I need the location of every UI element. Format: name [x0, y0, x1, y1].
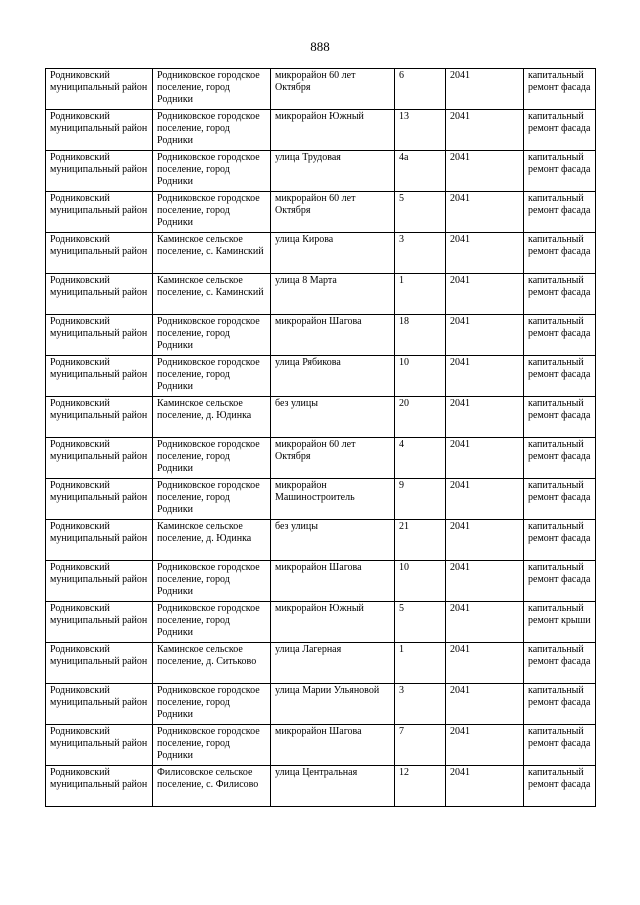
district-cell: Родниковский муниципальный район	[46, 479, 153, 520]
settlement-cell: Родниковское городское поселение, город Родники	[153, 315, 271, 356]
settlement-cell: Родниковское городское поселение, город Родники	[153, 561, 271, 602]
work-type-cell: капитальный ремонт фасада	[524, 561, 596, 602]
year-cell: 2041	[446, 766, 524, 807]
work-type-cell: капитальный ремонт крыши	[524, 602, 596, 643]
year-cell: 2041	[446, 684, 524, 725]
work-type-cell: капитальный ремонт фасада	[524, 274, 596, 315]
settlement-cell: Каминское сельское поселение, д. Ситьково	[153, 643, 271, 684]
table-row	[46, 233, 596, 274]
year-cell: 2041	[446, 356, 524, 397]
year-cell: 2041	[446, 520, 524, 561]
work-type-cell: капитальный ремонт фасада	[524, 315, 596, 356]
district-cell: Родниковский муниципальный район	[46, 356, 153, 397]
district-cell: Родниковский муниципальный район	[46, 69, 153, 110]
settlement-cell: Родниковское городское поселение, город Родники	[153, 151, 271, 192]
house-number-cell: 3	[395, 233, 446, 274]
year-cell: 2041	[446, 315, 524, 356]
table-row	[46, 766, 596, 807]
settlement-cell: Родниковское городское поселение, город Родники	[153, 192, 271, 233]
house-number-cell: 7	[395, 725, 446, 766]
year-cell: 2041	[446, 561, 524, 602]
settlement-cell: Родниковское городское поселение, город Родники	[153, 356, 271, 397]
year-cell: 2041	[446, 233, 524, 274]
work-type-cell: капитальный ремонт фасада	[524, 684, 596, 725]
house-number-cell: 5	[395, 192, 446, 233]
street-cell: улица Марии Ульяновой	[271, 684, 395, 725]
work-type-cell: капитальный ремонт фасада	[524, 479, 596, 520]
house-number-cell: 3	[395, 684, 446, 725]
street-cell: без улицы	[271, 520, 395, 561]
street-cell: микрорайон Южный	[271, 602, 395, 643]
year-cell: 2041	[446, 438, 524, 479]
street-cell: без улицы	[271, 397, 395, 438]
work-type-cell: капитальный ремонт фасада	[524, 643, 596, 684]
street-cell: микрорайон 60 лет Октября	[271, 192, 395, 233]
table-row	[46, 274, 596, 315]
table-row	[46, 356, 596, 397]
district-cell: Родниковский муниципальный район	[46, 520, 153, 561]
settlement-cell: Каминское сельское поселение, с. Каминский	[153, 233, 271, 274]
year-cell: 2041	[446, 397, 524, 438]
house-number-cell: 21	[395, 520, 446, 561]
district-cell: Родниковский муниципальный район	[46, 151, 153, 192]
street-cell: улица 8 Марта	[271, 274, 395, 315]
house-number-cell: 1	[395, 643, 446, 684]
settlement-cell: Каминское сельское поселение, д. Юдинка	[153, 520, 271, 561]
table-row	[46, 438, 596, 479]
street-cell: улица Лагерная	[271, 643, 395, 684]
house-number-cell: 6	[395, 69, 446, 110]
house-number-cell: 4	[395, 438, 446, 479]
street-cell: микрорайон Машиностроитель	[271, 479, 395, 520]
work-type-cell: капитальный ремонт фасада	[524, 356, 596, 397]
year-cell: 2041	[446, 151, 524, 192]
street-cell: микрорайон Шагова	[271, 725, 395, 766]
street-cell: микрорайон Шагова	[271, 561, 395, 602]
year-cell: 2041	[446, 602, 524, 643]
house-number-cell: 20	[395, 397, 446, 438]
work-type-cell: капитальный ремонт фасада	[524, 151, 596, 192]
table-row	[46, 479, 596, 520]
district-cell: Родниковский муниципальный район	[46, 438, 153, 479]
settlement-cell: Родниковское городское поселение, город Родники	[153, 684, 271, 725]
table-row	[46, 725, 596, 766]
district-cell: Родниковский муниципальный район	[46, 192, 153, 233]
house-number-cell: 4а	[395, 151, 446, 192]
work-type-cell: капитальный ремонт фасада	[524, 520, 596, 561]
work-type-cell: капитальный ремонт фасада	[524, 110, 596, 151]
page-number: 888	[310, 39, 330, 54]
housing-repair-table	[45, 68, 596, 807]
street-cell: улица Кирова	[271, 233, 395, 274]
table-body	[46, 69, 596, 807]
settlement-cell: Родниковское городское поселение, город Родники	[153, 602, 271, 643]
house-number-cell: 9	[395, 479, 446, 520]
house-number-cell: 18	[395, 315, 446, 356]
work-type-cell: капитальный ремонт фасада	[524, 766, 596, 807]
settlement-cell: Родниковское городское поселение, город Родники	[153, 69, 271, 110]
table-row	[46, 397, 596, 438]
table-row	[46, 315, 596, 356]
street-cell: микрорайон 60 лет Октября	[271, 438, 395, 479]
district-cell: Родниковский муниципальный район	[46, 561, 153, 602]
year-cell: 2041	[446, 725, 524, 766]
settlement-cell: Каминское сельское поселение, д. Юдинка	[153, 397, 271, 438]
street-cell: улица Рябикова	[271, 356, 395, 397]
work-type-cell: капитальный ремонт фасада	[524, 397, 596, 438]
table-row	[46, 602, 596, 643]
year-cell: 2041	[446, 479, 524, 520]
house-number-cell: 13	[395, 110, 446, 151]
district-cell: Родниковский муниципальный район	[46, 766, 153, 807]
house-number-cell: 1	[395, 274, 446, 315]
year-cell: 2041	[446, 274, 524, 315]
district-cell: Родниковский муниципальный район	[46, 725, 153, 766]
table-row	[46, 520, 596, 561]
table-row	[46, 69, 596, 110]
settlement-cell: Каминское сельское поселение, с. Каминский	[153, 274, 271, 315]
house-number-cell: 10	[395, 561, 446, 602]
district-cell: Родниковский муниципальный район	[46, 643, 153, 684]
street-cell: микрорайон 60 лет Октября	[271, 69, 395, 110]
district-cell: Родниковский муниципальный район	[46, 397, 153, 438]
table-row	[46, 561, 596, 602]
table-row	[46, 151, 596, 192]
settlement-cell: Родниковское городское поселение, город Родники	[153, 725, 271, 766]
year-cell: 2041	[446, 643, 524, 684]
work-type-cell: капитальный ремонт фасада	[524, 725, 596, 766]
settlement-cell: Филисовское сельское поселение, с. Филисово	[153, 766, 271, 807]
table-row	[46, 110, 596, 151]
year-cell: 2041	[446, 110, 524, 151]
street-cell: микрорайон Южный	[271, 110, 395, 151]
street-cell: улица Центральная	[271, 766, 395, 807]
year-cell: 2041	[446, 69, 524, 110]
settlement-cell: Родниковское городское поселение, город Родники	[153, 110, 271, 151]
table-row	[46, 684, 596, 725]
street-cell: улица Трудовая	[271, 151, 395, 192]
house-number-cell: 10	[395, 356, 446, 397]
house-number-cell: 12	[395, 766, 446, 807]
settlement-cell: Родниковское городское поселение, город Родники	[153, 438, 271, 479]
district-cell: Родниковский муниципальный район	[46, 315, 153, 356]
work-type-cell: капитальный ремонт фасада	[524, 233, 596, 274]
work-type-cell: капитальный ремонт фасада	[524, 438, 596, 479]
district-cell: Родниковский муниципальный район	[46, 274, 153, 315]
district-cell: Родниковский муниципальный район	[46, 684, 153, 725]
district-cell: Родниковский муниципальный район	[46, 233, 153, 274]
district-cell: Родниковский муниципальный район	[46, 602, 153, 643]
work-type-cell: капитальный ремонт фасада	[524, 192, 596, 233]
house-number-cell: 5	[395, 602, 446, 643]
district-cell: Родниковский муниципальный район	[46, 110, 153, 151]
table-row	[46, 643, 596, 684]
work-type-cell: капитальный ремонт фасада	[524, 69, 596, 110]
street-cell: микрорайон Шагова	[271, 315, 395, 356]
settlement-cell: Родниковское городское поселение, город Родники	[153, 479, 271, 520]
table-row	[46, 192, 596, 233]
year-cell: 2041	[446, 192, 524, 233]
